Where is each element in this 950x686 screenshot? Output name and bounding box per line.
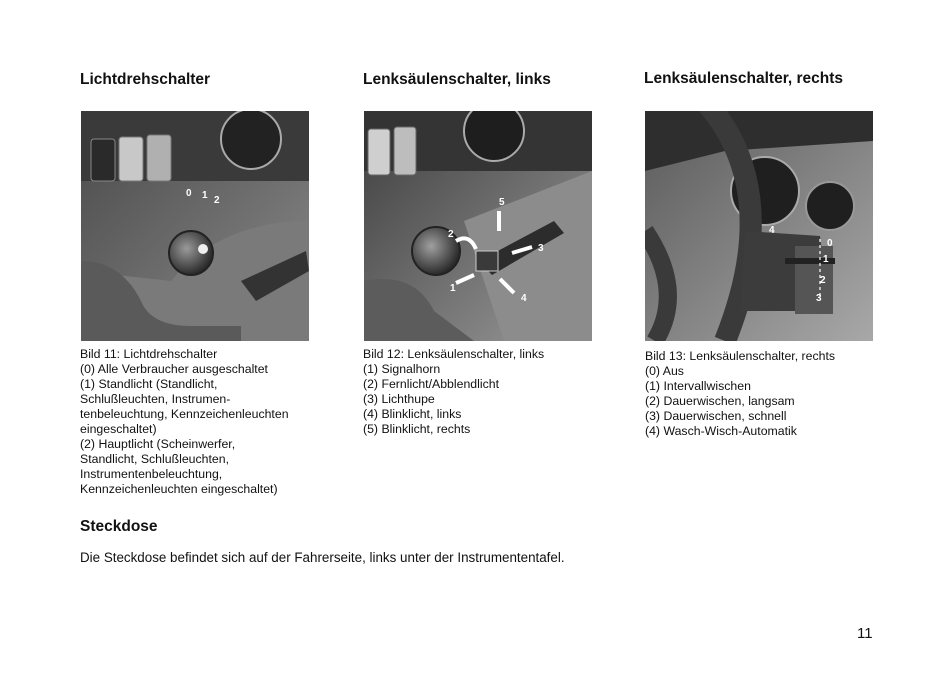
page-number: 11 (857, 625, 873, 642)
photo-label-3: 3 (816, 293, 822, 304)
caption-line: (3) Lichthupe (363, 392, 435, 406)
caption-line: Bild 13: Lenksäulenschalter, rechts (645, 349, 836, 363)
caption-line: Bild 11: Lichtdrehschalter (80, 347, 218, 361)
caption-line: (1) Intervallwischen (645, 379, 751, 393)
photo-label-4: 4 (769, 225, 775, 236)
heading-lichtdrehschalter: Lichtdrehschalter (80, 71, 211, 88)
caption-bild-11 (80, 347, 289, 497)
photo-lenksaeulenschalter-rechts (645, 111, 873, 341)
caption-line: (1) Signalhorn (363, 362, 441, 376)
photo-lichtdrehschalter (81, 111, 309, 341)
caption-line: (2) Hauptlicht (Scheinwerfer, (80, 437, 236, 451)
caption-bild-12 (363, 347, 544, 437)
caption-line: tenbeleuchtung, Kennzeichenleuchten (80, 407, 289, 421)
photo-label-5: 5 (499, 197, 505, 208)
caption-line: (5) Blinklicht, rechts (363, 422, 471, 436)
caption-line: Schlußleuchten, Instrumen- (80, 392, 231, 406)
heading-lenksaeulenschalter-rechts: Lenksäulenschalter, rechts (644, 70, 844, 87)
photo-label-0: 0 (186, 188, 192, 199)
caption-line: (2) Fernlicht/Abblendlicht (363, 377, 500, 391)
caption-line: (4) Blinklicht, links (363, 407, 462, 421)
caption-line: Bild 12: Lenksäulenschalter, links (363, 347, 545, 361)
photo-label-2: 2 (820, 275, 826, 286)
photo-label-1: 1 (450, 283, 456, 294)
photo-label-1: 1 (823, 254, 829, 265)
steckdose-text: Die Steckdose befindet sich auf der Fahrerseite, links unter der Instrumententafel. (80, 550, 565, 565)
caption-line: Standlicht, Schlußleuchten, (80, 452, 230, 466)
caption-line: Instrumentenbeleuchtung, (80, 467, 223, 481)
caption-line: eingeschaltet) (80, 422, 157, 436)
caption-line: (4) Wasch-Wisch-Automatik (645, 424, 797, 438)
caption-line: (0) Alle Verbraucher ausgeschaltet (80, 362, 268, 376)
photo-label-1: 1 (202, 190, 208, 201)
caption-line: (3) Dauerwischen, schnell (645, 409, 787, 423)
photo-lenksaeulenschalter-links (364, 111, 592, 341)
photo-label-4: 4 (521, 293, 527, 304)
caption-line: (1) Standlicht (Standlicht, (80, 377, 218, 391)
photo-label-0: 0 (827, 238, 833, 249)
caption-bild-13 (645, 349, 835, 439)
heading-lenksaeulenschalter-links: Lenksäulenschalter, links (363, 71, 551, 88)
caption-line: (0) Aus (645, 364, 684, 378)
caption-line: (2) Dauerwischen, langsam (645, 394, 795, 408)
photo-label-2: 2 (448, 229, 454, 240)
heading-steckdose: Steckdose (80, 518, 158, 535)
caption-line: Kennzeichenleuchten eingeschaltet) (80, 482, 278, 496)
photo-label-3: 3 (538, 243, 544, 254)
photo-label-2: 2 (214, 195, 220, 206)
